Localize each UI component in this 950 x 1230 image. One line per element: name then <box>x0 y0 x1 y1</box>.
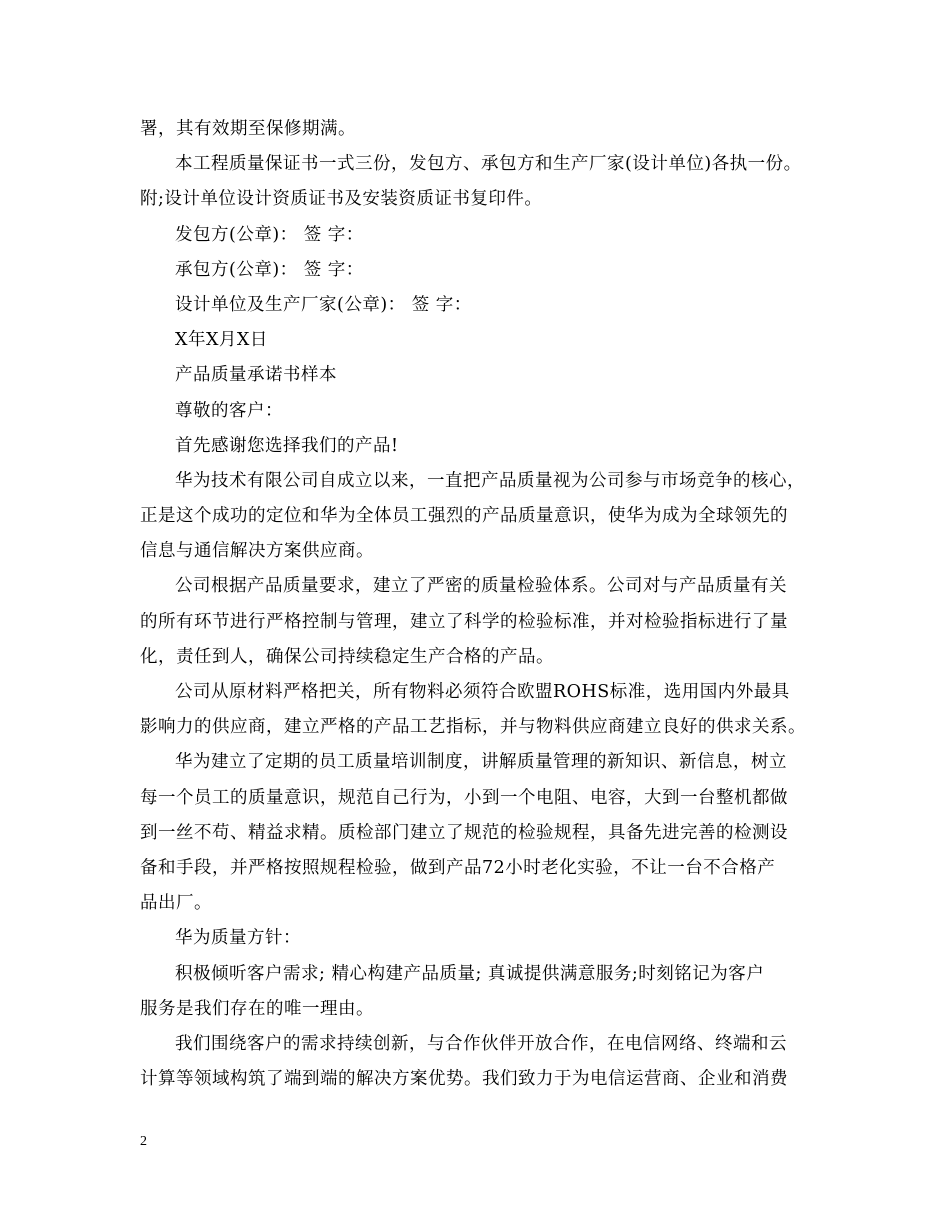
text-line: 的所有环节进行严格控制与管理，建立了科学的检验标准，并对检验指标进行了量 <box>140 611 788 632</box>
page-number: 2 <box>140 1134 147 1149</box>
text-line: 设计单位及生产厂家(公章)： 签 字： <box>175 294 472 315</box>
text-line: 品出厂。 <box>140 893 212 914</box>
text-line: 承包方(公章)： 签 字： <box>175 259 364 280</box>
text-line: 华为质量方针： <box>175 928 301 949</box>
text-line: 公司从原材料严格把关，所有物料必须符合欧盟ROHS标准，选用国内外最具 <box>175 682 790 702</box>
document-body <box>140 112 815 1097</box>
text-line: 附;设计单位设计资质证书及安装资质证书复印件。 <box>140 189 543 210</box>
text-line: 本工程质量保证书一式三份，发包方、承包方和生产厂家(设计单位)各执一份。 <box>175 154 802 175</box>
text-line: 产品质量承诺书样本 <box>175 365 337 386</box>
text-line: 积极倾听客户需求; 精心构建产品质量; 真诚提供满意服务;时刻铭记为客户 <box>175 963 765 984</box>
text-line: 华为技术有限公司自成立以来，一直把产品质量视为公司参与市场竞争的核心， <box>175 470 805 491</box>
text-line: 到一丝不苟、精益求精。质检部门建立了规范的检验规程，具备先进完善的检测设 <box>140 822 788 843</box>
text-line: 署，其有效期至保修期满。 <box>140 119 356 139</box>
text-line: 服务是我们存在的唯一理由。 <box>140 998 374 1019</box>
text-line: X年X月X日 <box>175 330 268 351</box>
text-line: 我们围绕客户的需求持续创新，与合作伙伴开放合作，在电信网络、终端和云 <box>175 1033 787 1054</box>
text-line: 计算等领域构筑了端到端的解决方案优势。我们致力于为电信运营商、企业和消费 <box>140 1069 788 1090</box>
text-line: 首先感谢您选择我们的产品! <box>175 435 399 456</box>
text-line: 每一个员工的质量意识，规范自己行为，小到一个电阻、电容，大到一台整机都做 <box>140 787 788 808</box>
text-line: 备和手段，并严格按照规程检验，做到产品72小时老化实验，不让一台不合格产 <box>140 857 776 878</box>
text-line: 公司根据产品质量要求，建立了严密的质量检验体系。公司对与产品质量有关 <box>175 576 787 597</box>
text-line: 化，责任到人，确保公司持续稳定生产合格的产品。 <box>140 646 554 667</box>
text-line: 发包方(公章)： 签 字： <box>175 224 364 245</box>
text-line: 影响力的供应商，建立严格的产品工艺指标，并与物料供应商建立良好的供求关系。 <box>140 717 806 738</box>
text-line: 信息与通信解决方案供应商。 <box>140 541 374 562</box>
text-line: 华为建立了定期的员工质量培训制度，讲解质量管理的新知识、新信息，树立 <box>175 752 787 773</box>
text-line: 尊敬的客户： <box>175 400 283 421</box>
text-line: 正是这个成功的定位和华为全体员工强烈的产品质量意识，使华为成为全球领先的 <box>140 506 788 527</box>
